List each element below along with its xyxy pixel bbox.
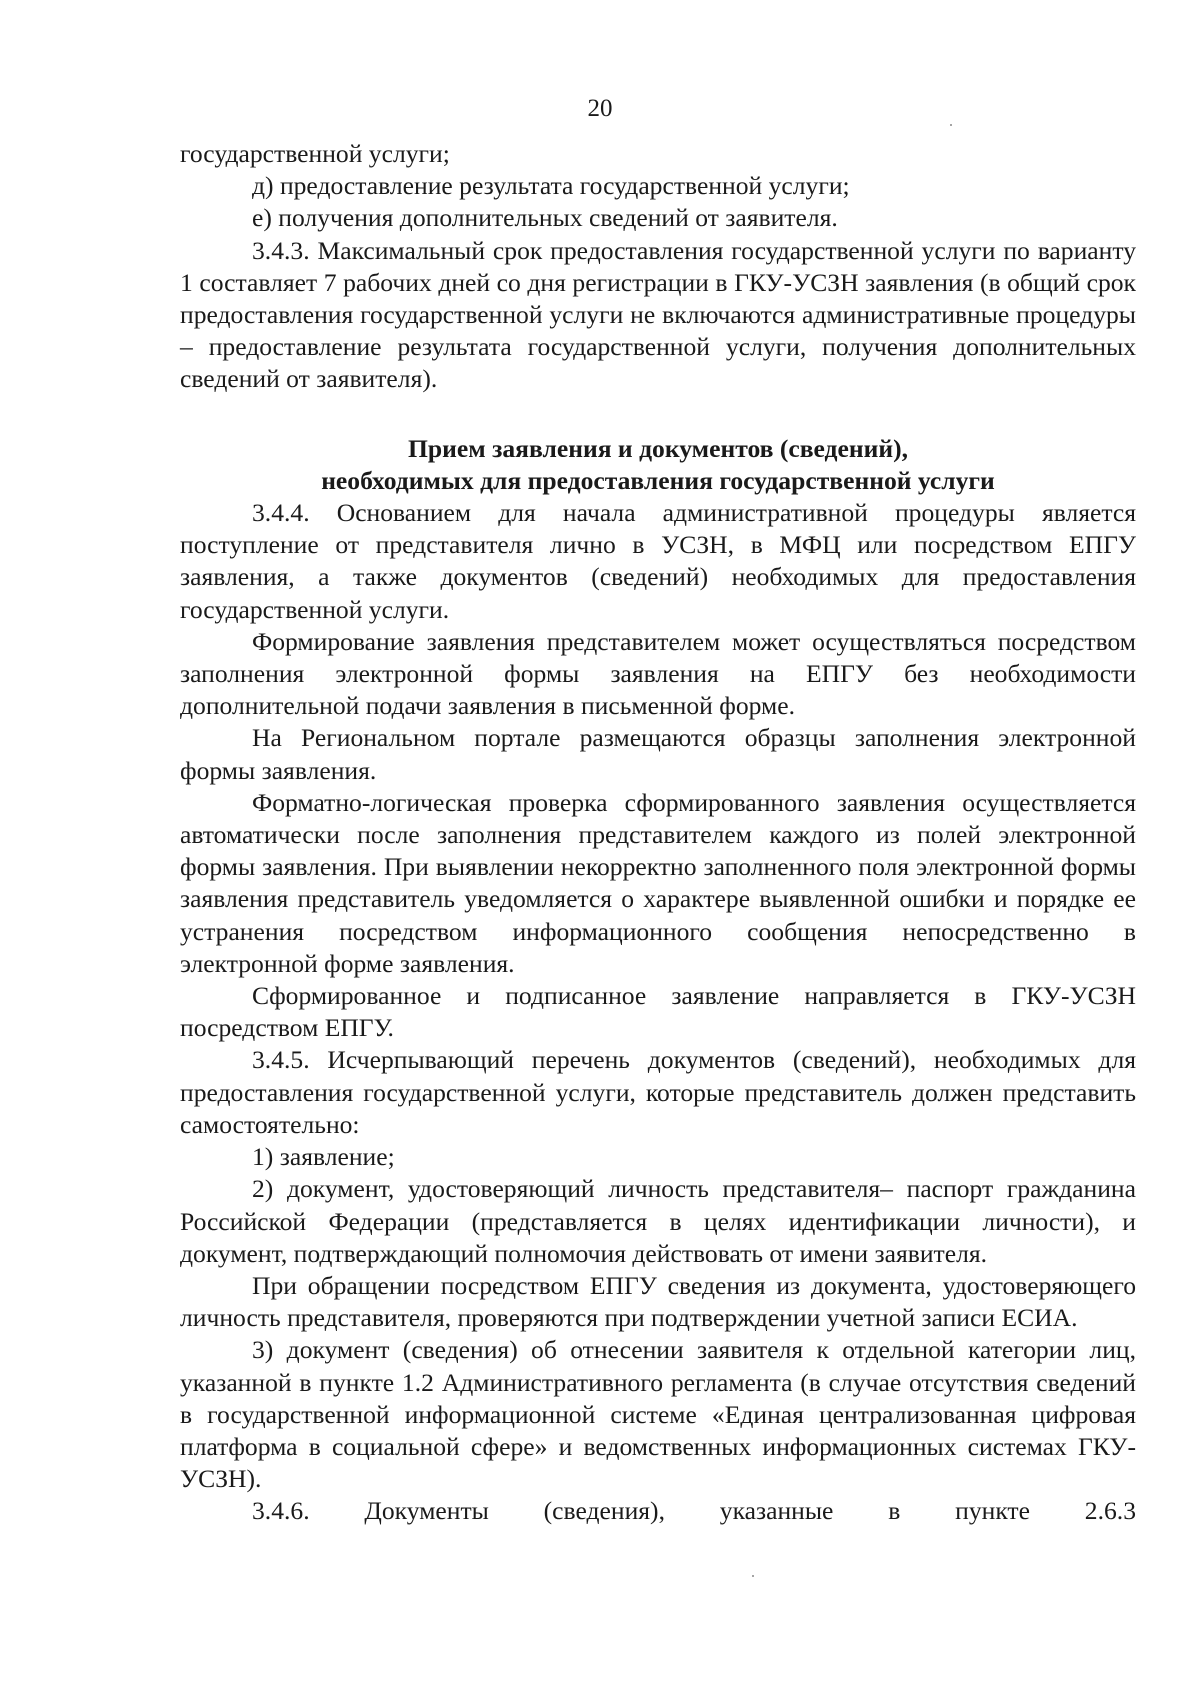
list-item-d: д) предоставление результата государственной услуги; <box>252 171 850 201</box>
section-heading-line-1: Прием заявления и документов (сведений), <box>407 433 909 463</box>
paragraph: Формирование заявления представителем может осуществляться посредством заполнения электронной формы заявления на ЕПГУ без необходимости дополнительной подачи заявления в письменной форме. <box>180 626 1136 721</box>
paragraph: Форматно-логическая проверка сформированного заявления осуществляется автоматически после заполнения представителем каждого из полей электронной формы заявления. При выявлении некорректно заполненного поля электронной формы заявления представитель уведомляется о характере выявленной ошибки и порядке ее устранения посредством информационного сообщения непосредственно в электронной форме заявления. <box>180 787 1136 978</box>
scan-speck <box>752 1575 754 1577</box>
paragraph: Сформированное и подписанное заявление направляется в ГКУ-УСЗН посредством ЕПГУ. <box>180 981 1136 1043</box>
document-body <box>180 138 1136 1528</box>
scan-speck <box>950 124 952 126</box>
paragraph-3-4-3: 3.4.3. Максимальный срок предоставления государственной услуги по варианту 1 составляет 7 рабочих дней со дня регистрации в ГКУ-УСЗН заявления (в общий срок предоставления государственной услуги не включаются административные процедуры – предоставление результата государственной услуги, получения дополнительных сведений от заявителя). <box>180 235 1136 394</box>
paragraph: При обращении посредством ЕПГУ сведения из документа, удостоверяющего личность представителя, проверяются при подтверждении учетной записи ЕСИА. <box>180 1270 1136 1333</box>
page-number: 20 <box>587 95 613 122</box>
paragraph-3-4-6: 3.4.6. Документы (сведения), указанные в пункте 2.6.3 <box>252 1496 1136 1526</box>
section-heading <box>180 433 1136 497</box>
paragraph: государственной услуги; <box>180 139 450 168</box>
list-item-2: 2) документ, удостоверяющий личность представителя– паспорт гражданина Российской Федерации (представляется в целях идентификации личности), и документ, подтверждающий полномочия действовать от имени заявителя. <box>180 1174 1136 1268</box>
list-item-1: 1) заявление; <box>252 1142 395 1172</box>
paragraph-3-4-4: 3.4.4. Основанием для начала административной процедуры является поступление от представителя лично в УСЗН, в МФЦ или посредством ЕПГУ заявления, а также документов (сведений) необходимых для предоставления государственной услуги. <box>180 498 1136 624</box>
list-item-e: е) получения дополнительных сведений от заявителя. <box>252 203 838 233</box>
paragraph: На Региональном портале размещаются образцы заполнения электронной формы заявления. <box>180 723 1136 785</box>
section-heading-line-2: необходимых для предоставления государственной услуги <box>321 465 995 495</box>
paragraph-3-4-5: 3.4.5. Исчерпывающий перечень документов (сведений), необходимых для предоставления государственной услуги, которые представитель должен представить самостоятельно: <box>180 1045 1136 1139</box>
list-item-3: 3) документ (сведения) об отнесении заявителя к отдельной категории лиц, указанной в пункте 1.2 Административного регламента (в случае отсутствия сведений в государственной информационной системе «Единая централизованная цифровая платформа в социальной сфере» и ведомственных информационных системах ГКУ-УСЗН). <box>180 1335 1136 1494</box>
